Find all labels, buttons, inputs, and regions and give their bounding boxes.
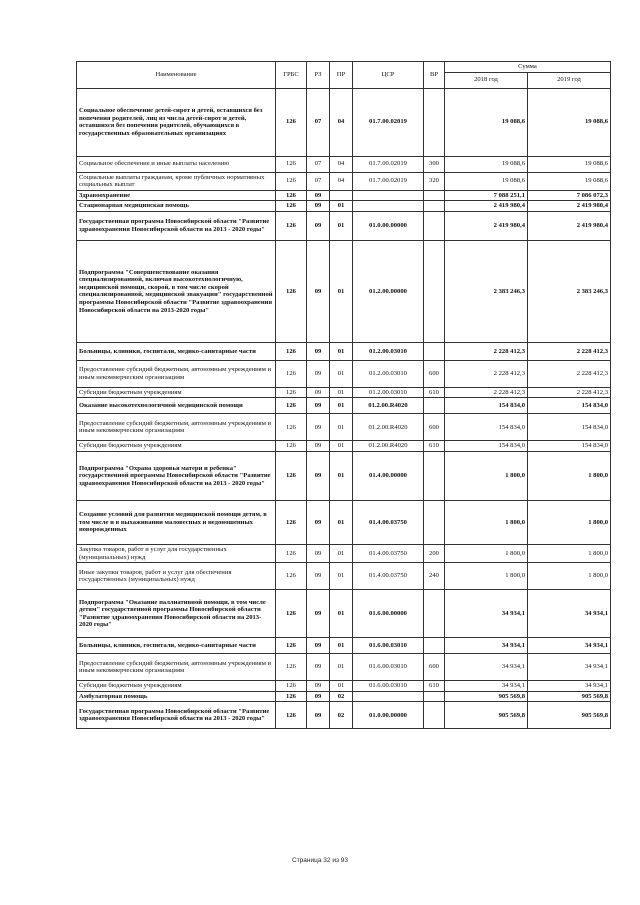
cell-csr: 01.4.00.03750 [353,501,424,545]
cell-name: Субсидии бюджетным учреждениям [77,441,276,452]
cell-pr: 02 [330,702,353,729]
cell-2019: 154 834,0 [528,398,611,414]
cell-pr: 01 [330,342,353,360]
cell-vr: 610 [424,441,445,452]
cell-2018: 1 800,0 [445,501,528,545]
cell-pr: 01 [330,654,353,681]
cell-pr: 01 [330,681,353,692]
cell-2018: 19 088,6 [445,156,528,172]
table-row [77,342,611,360]
table-body [77,88,611,729]
cell-name: Подпрограмма "Совершенствование оказания специализированной, включая высокотехнологичную, медицинской помощи, скорой, в том числе скорой специализированной, медицинской эвакуации" государственной программы Новосибирской области "Развитие здравоохранения Новосибирской области на 2013-2020 годы" [77,240,276,342]
table-row [77,702,611,729]
cell-grbs: 126 [276,563,307,590]
cell-grbs: 126 [276,88,307,156]
cell-2019: 2 228 412,3 [528,360,611,387]
cell-name: Социальное обеспечение и иные выплаты населению [77,156,276,172]
cell-2019: 905 569,8 [528,702,611,729]
table-row [77,240,611,342]
cell-2018: 2 419 980,4 [445,211,528,240]
cell-name: Больницы, клиники, госпитали, медико-санитарные части [77,342,276,360]
table-row [77,638,611,654]
table-row [77,590,611,638]
cell-pr: 01 [330,387,353,398]
cell-csr: 01.2.00.00000 [353,240,424,342]
cell-name: Иные закупки товаров, работ и услуг для обеспечения государственных (муниципальных) нужд [77,563,276,590]
cell-csr: 01.7.00.02019 [353,156,424,172]
header-sum: Сумма [445,62,611,73]
cell-csr: 01.2.00.R4020 [353,441,424,452]
cell-name: Социальные выплаты гражданам, кроме публичных нормативных социальных выплат [77,172,276,190]
cell-2019: 1 800,0 [528,563,611,590]
cell-csr: 01.2.00.R4020 [353,414,424,441]
cell-2018: 2 228 412,3 [445,360,528,387]
cell-name: Субсидии бюджетным учреждениям [77,681,276,692]
cell-rz: 09 [307,211,330,240]
cell-rz: 09 [307,702,330,729]
table-row [77,398,611,414]
cell-2019: 154 834,0 [528,441,611,452]
cell-2019: 905 569,8 [528,691,611,702]
cell-2019: 2 228 412,3 [528,342,611,360]
cell-grbs: 126 [276,638,307,654]
cell-csr: 01.4.00.03750 [353,545,424,563]
cell-csr [353,201,424,212]
cell-vr [424,88,445,156]
header-pr: ПР [330,62,353,89]
cell-csr [353,190,424,201]
cell-vr: 600 [424,654,445,681]
cell-vr [424,702,445,729]
cell-vr: 240 [424,563,445,590]
cell-2018: 2 228 412,3 [445,387,528,398]
cell-2018: 34 934,1 [445,590,528,638]
cell-csr: 01.6.00.00000 [353,590,424,638]
cell-grbs: 126 [276,414,307,441]
cell-rz: 09 [307,240,330,342]
cell-csr: 01.2.00.03010 [353,342,424,360]
table-row [77,501,611,545]
cell-name: Стационарная медицинская помощь [77,201,276,212]
cell-grbs: 126 [276,190,307,201]
budget-table [76,61,611,729]
cell-vr [424,590,445,638]
table-row [77,654,611,681]
cell-pr: 04 [330,172,353,190]
cell-vr [424,638,445,654]
cell-2019: 154 834,0 [528,414,611,441]
cell-2019: 2 383 246,3 [528,240,611,342]
cell-csr: 01.6.00.03010 [353,654,424,681]
cell-csr [353,691,424,702]
cell-name: Оказание высокотехнологичной медицинской помощи [77,398,276,414]
cell-vr [424,452,445,501]
cell-2018: 34 934,1 [445,638,528,654]
cell-name: Закупка товаров, работ и услуг для государственных (муниципальных) нужд [77,545,276,563]
cell-2018: 154 834,0 [445,441,528,452]
cell-2018: 1 800,0 [445,545,528,563]
cell-2018: 34 934,1 [445,681,528,692]
header-vr: ВР [424,62,445,89]
cell-2019: 19 088,6 [528,156,611,172]
page-footer: Страница 32 из 93 [292,857,348,864]
cell-2018: 19 088,6 [445,172,528,190]
cell-2018: 1 800,0 [445,452,528,501]
cell-name: Предоставление субсидий бюджетным, автономным учреждениям и иным некоммерческим организациям [77,360,276,387]
cell-grbs: 126 [276,387,307,398]
cell-rz: 09 [307,201,330,212]
cell-csr: 01.7.00.02019 [353,88,424,156]
cell-name: Подпрограмма "Оказание паллиативной помощи, в том числе детям" государственной программы Новосибирской области "Развитие здравоохранения Новосибирской области на 2013-2020 годы" [77,590,276,638]
cell-2018: 2 419 980,4 [445,201,528,212]
cell-rz: 09 [307,342,330,360]
table-row [77,211,611,240]
cell-grbs: 126 [276,201,307,212]
cell-2019: 19 088,6 [528,172,611,190]
cell-name: Государственная программа Новосибирской области "Развитие здравоохранения Новосибирской области на 2013 - 2020 годы" [77,211,276,240]
cell-csr: 01.2.00.03010 [353,387,424,398]
cell-grbs: 126 [276,172,307,190]
cell-rz: 09 [307,545,330,563]
table-row [77,452,611,501]
cell-rz: 09 [307,681,330,692]
header-rz: РЗ [307,62,330,89]
cell-rz: 07 [307,156,330,172]
cell-vr: 200 [424,545,445,563]
cell-2019: 1 800,0 [528,501,611,545]
cell-2018: 154 834,0 [445,398,528,414]
cell-vr: 600 [424,414,445,441]
table-row [77,681,611,692]
cell-2018: 19 088,6 [445,88,528,156]
cell-vr [424,691,445,702]
table-row [77,156,611,172]
cell-rz: 09 [307,590,330,638]
table-row [77,545,611,563]
cell-name: Предоставление субсидий бюджетным, автономным учреждениям и иным некоммерческим организациям [77,654,276,681]
cell-vr [424,190,445,201]
cell-2018: 154 834,0 [445,414,528,441]
cell-rz: 09 [307,452,330,501]
cell-csr: 01.2.00.R4020 [353,398,424,414]
cell-2019: 2 419 980,4 [528,201,611,212]
cell-pr: 01 [330,545,353,563]
cell-grbs: 126 [276,452,307,501]
cell-vr [424,501,445,545]
cell-name: Здравоохранение [77,190,276,201]
cell-2018: 1 800,0 [445,563,528,590]
cell-pr: 01 [330,360,353,387]
cell-vr: 610 [424,387,445,398]
cell-grbs: 126 [276,590,307,638]
cell-vr [424,201,445,212]
table-row [77,691,611,702]
cell-pr: 01 [330,638,353,654]
table-row [77,360,611,387]
table-row [77,172,611,190]
cell-pr: 04 [330,156,353,172]
header-name: Наименование [77,62,276,89]
cell-pr: 01 [330,201,353,212]
cell-2019: 19 088,6 [528,88,611,156]
cell-rz: 09 [307,414,330,441]
cell-grbs: 126 [276,441,307,452]
cell-pr: 01 [330,441,353,452]
cell-grbs: 126 [276,342,307,360]
cell-2019: 1 800,0 [528,545,611,563]
cell-name: Социальное обеспечение детей-сирот и детей, оставшихся без попечения родителей, лиц из числа детей-сирот и детей, оставшихся без попечения родителей, обучающихся в государственных образовательных организациях [77,88,276,156]
cell-rz: 07 [307,172,330,190]
cell-csr: 01.0.00.00000 [353,702,424,729]
cell-rz: 09 [307,501,330,545]
cell-name: Амбулаторная помощь [77,691,276,702]
cell-vr [424,342,445,360]
table-row [77,201,611,212]
cell-2019: 2 228 412,3 [528,387,611,398]
cell-rz: 09 [307,563,330,590]
cell-vr: 610 [424,681,445,692]
cell-name: Создание условий для развития медицинской помощи детям, в том числе и в выхаживании маловесных и недоношенных новорожденных [77,501,276,545]
cell-2019: 34 934,1 [528,590,611,638]
cell-pr: 04 [330,88,353,156]
cell-grbs: 126 [276,156,307,172]
cell-grbs: 126 [276,501,307,545]
cell-2018: 2 228 412,3 [445,342,528,360]
cell-2019: 34 934,1 [528,681,611,692]
cell-2018: 2 383 246,3 [445,240,528,342]
cell-pr: 01 [330,240,353,342]
cell-pr: 01 [330,563,353,590]
table-row [77,190,611,201]
table-row [77,441,611,452]
header-2018: 2018 год [445,72,528,88]
cell-2018: 905 569,8 [445,702,528,729]
cell-rz: 09 [307,441,330,452]
table-row [77,563,611,590]
cell-name: Предоставление субсидий бюджетным, автономным учреждениям и иным некоммерческим организациям [77,414,276,441]
cell-grbs: 126 [276,654,307,681]
cell-csr: 01.4.00.03750 [353,563,424,590]
cell-name: Субсидии бюджетным учреждениям [77,387,276,398]
cell-vr [424,398,445,414]
cell-rz: 09 [307,387,330,398]
cell-rz: 09 [307,654,330,681]
cell-rz: 09 [307,691,330,702]
cell-grbs: 126 [276,211,307,240]
cell-name: Государственная программа Новосибирской области "Развитие здравоохранения Новосибирской области на 2013 - 2020 годы" [77,702,276,729]
cell-pr: 01 [330,211,353,240]
cell-csr: 01.2.00.03010 [353,360,424,387]
cell-grbs: 126 [276,702,307,729]
cell-rz: 09 [307,190,330,201]
cell-vr: 600 [424,360,445,387]
cell-grbs: 126 [276,360,307,387]
cell-csr: 01.0.00.00000 [353,211,424,240]
cell-pr: 01 [330,501,353,545]
cell-pr: 01 [330,398,353,414]
cell-grbs: 126 [276,545,307,563]
cell-grbs: 126 [276,691,307,702]
cell-2018: 905 569,8 [445,691,528,702]
cell-csr: 01.6.00.03010 [353,638,424,654]
cell-name: Больницы, клиники, госпитали, медико-санитарные части [77,638,276,654]
cell-csr: 01.4.00.00000 [353,452,424,501]
cell-csr: 01.7.00.02019 [353,172,424,190]
cell-grbs: 126 [276,681,307,692]
cell-pr: 01 [330,414,353,441]
cell-2019: 1 800,0 [528,452,611,501]
cell-2018: 7 088 251,1 [445,190,528,201]
cell-vr: 300 [424,156,445,172]
header-grbs: ГРБС [276,62,307,89]
cell-pr: 02 [330,691,353,702]
cell-2019: 34 934,1 [528,638,611,654]
cell-pr [330,190,353,201]
header-2019: 2019 год [528,72,611,88]
cell-rz: 09 [307,638,330,654]
table-row [77,414,611,441]
cell-2018: 34 934,1 [445,654,528,681]
cell-2019: 2 419 980,4 [528,211,611,240]
cell-rz: 09 [307,398,330,414]
cell-csr: 01.6.00.03010 [353,681,424,692]
cell-pr: 01 [330,590,353,638]
cell-pr: 01 [330,452,353,501]
table-row [77,387,611,398]
table-row [77,88,611,156]
cell-vr [424,211,445,240]
cell-name: Подпрограмма "Охрана здоровья матери и ребенка" государственной программы Новосибирской области "Развитие здравоохранения Новосибирской области на 2013 - 2020 годы" [77,452,276,501]
cell-rz: 07 [307,88,330,156]
cell-vr: 320 [424,172,445,190]
cell-vr [424,240,445,342]
cell-grbs: 126 [276,240,307,342]
header-csr: ЦСР [353,62,424,89]
cell-2019: 7 086 072,3 [528,190,611,201]
cell-grbs: 126 [276,398,307,414]
cell-2019: 34 934,1 [528,654,611,681]
cell-rz: 09 [307,360,330,387]
